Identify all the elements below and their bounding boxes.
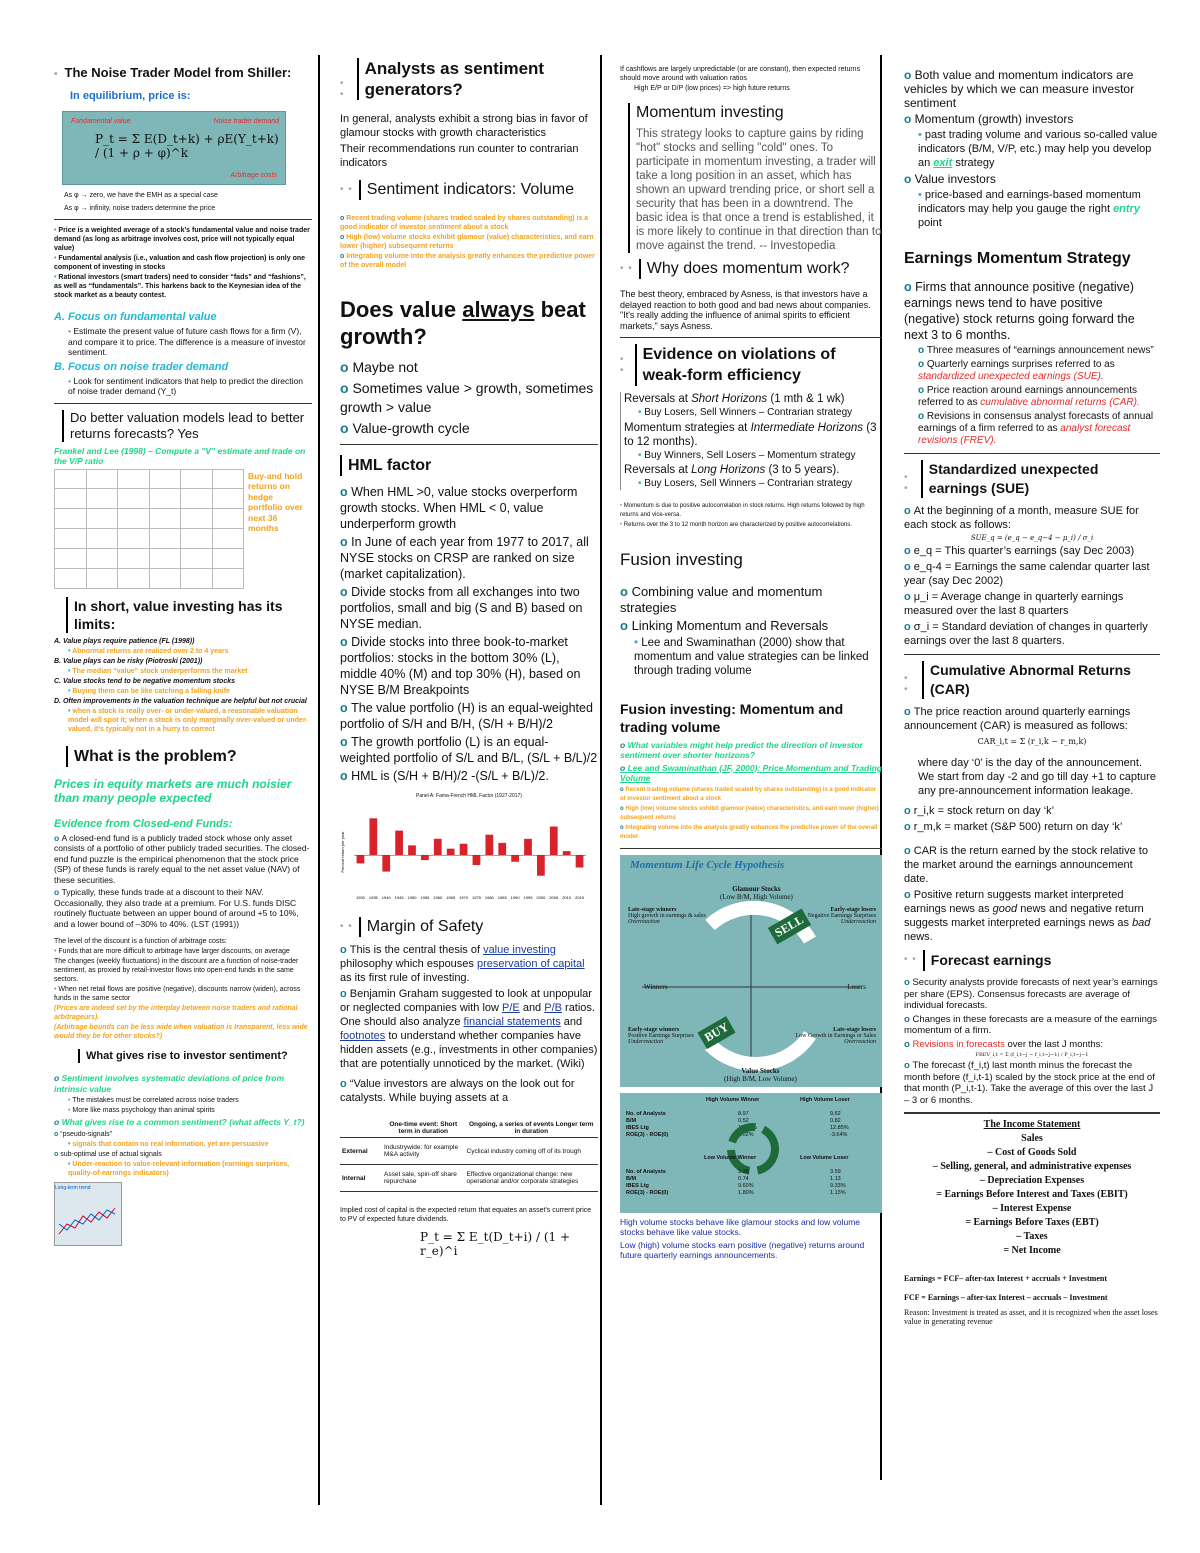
- vol-header: Low Volume Loser: [800, 1154, 849, 1161]
- hml-y-label: Percent return per year: [340, 831, 345, 873]
- momentum-title: Momentum investing: [636, 104, 784, 121]
- analysts-p1: In general, analysts exhibit a strong bias in favor of glamour stocks with growth characteristics: [340, 113, 588, 139]
- margin-p3: o “Value investors are always on the look out for catalysts. While buying assets at a: [340, 1077, 598, 1105]
- closed-end-item: o Typically, these funds trade at a discount to their NAV. Occasionally, they also trade at a premium. For U.S. funds DISC routinely fluctuate between an upper bound of around +5 to 10%, and a lower bound of –30% to 40%. (LST (1991)): [54, 887, 312, 929]
- limits-list: [54, 637, 312, 734]
- car-formula: CAR_i,t = Σ (r_i,k − r_m,k): [977, 737, 1087, 746]
- beat-item: o Maybe not: [340, 358, 598, 377]
- hml-title: HML factor: [340, 455, 598, 476]
- vol-lv-loser: 3.59 1.13 9.33% 1.13%: [830, 1168, 846, 1196]
- formula-label-arbitrage: Arbitrage costs: [230, 172, 277, 179]
- hml-bar: [357, 855, 365, 863]
- value-investors: o Value investors: [904, 172, 1160, 186]
- hml-item: o Divide stocks from all exchanges into two portfolios, small and big (S and B) based on NYSE median.: [340, 584, 598, 632]
- hml-bar: [498, 843, 506, 855]
- volume-item: o Integrating volume into the analysis greatly enhances the predictive power of the overall model: [340, 252, 598, 270]
- noise-bullet: • Rational investors (smart traders) need to consider “fads” and “fashions”, as well as “fundamentals”. This harkens back to the Keynesian idea of the stock market as a beauty contest.: [54, 273, 312, 300]
- level-bullet: • When net retail flows are positive (negative), discounts narrow (widen), across funds in the same sector: [54, 985, 312, 1003]
- hml-tick-label: 1980: [484, 895, 494, 900]
- car-title: Cumulative Abnormal Returns (CAR): [922, 661, 1160, 699]
- beat-item: o Sometimes value > growth, sometimes growth > value: [340, 379, 598, 417]
- hml-tick-label: 1955: [420, 895, 430, 900]
- limit-sub: • Abnormal returns are realized over 2 to 4 years: [54, 647, 312, 656]
- late-losers-label: Late-stage losers Low Growth in Earnings or Sales Overreaction: [795, 1026, 876, 1045]
- limits-title: In short, value investing has its limits:: [66, 597, 312, 633]
- limit-sub: • Buying them can be like catching a falling knife: [54, 687, 312, 696]
- hml-bar: [408, 845, 416, 855]
- sue-heading: • • Standardized unexpected earnings (SUE): [904, 460, 1160, 502]
- vol-header: High Volume Loser: [800, 1096, 850, 1103]
- column-4: [904, 66, 1160, 1513]
- income-line: = Earnings Before Taxes (EBT): [965, 1217, 1099, 1228]
- measure-frev: o Revisions in consensus analyst forecasts of annual earnings of a firm referred to as analyst forecast revisions (FREV).: [904, 411, 1160, 447]
- focus-a-text: • Estimate the present value of future cash flows for a firm (V), and compare it to price. The difference is a measure of investor sentiment.: [54, 326, 312, 358]
- income-line: = Net Income: [1003, 1245, 1061, 1256]
- momentum-investors-sub: • past trading volume and various so-called value indicators (B/M, V/P, etc.) may help you develop an exit strategy: [904, 128, 1160, 170]
- formula-box: [62, 111, 286, 185]
- sue-def: o e_q = This quarter’s earnings (say Dec 2003): [904, 544, 1160, 558]
- limit-sub: • when a stock is really over- or under-valued, a reasonable valuation model will spot it; when a stock is only marginally over-valued or under-valued, it’s typically not in a hurry to correct: [54, 707, 312, 734]
- hml-bar: [563, 851, 571, 855]
- equilibrium-label: In equilibrium, price is:: [70, 90, 191, 102]
- beat-item: o Value-growth cycle: [340, 419, 598, 438]
- hml-tick-label: 1985: [497, 895, 507, 900]
- limit-head: C. Value stocks tend to be negative momentum stocks: [54, 677, 236, 685]
- income-line: Sales: [1021, 1133, 1043, 1144]
- column-divider: [600, 55, 602, 1505]
- noise-bullet: • Price is a weighted average of a stock’s fundamental value and noise trader demand (as long as arbitrage involves cost, price will not typically equal value): [54, 226, 312, 253]
- sue-def: o e_q-4 = Earnings the same calendar quarter last year (say Dec 2002): [904, 560, 1160, 588]
- suboptimal-sub: • Under-reaction to value-relevant information (earnings surprises, quality-of-earnings indicators): [54, 1160, 312, 1178]
- table-side-note: Buy-and hold returns on hedge portfolio over next 36 months: [248, 470, 303, 533]
- value-stocks-label: Value Stocks (High B/M, Low Volume): [724, 1066, 797, 1083]
- top-text: If cashflows are largely unpredictable (or are constant), then expected returns should move around with valuation ratios: [620, 66, 861, 82]
- hml-bar: [537, 855, 545, 876]
- catalyst-cell: Industrywide: for example M&A activity: [382, 1138, 465, 1165]
- income-title: The Income Statement: [983, 1119, 1081, 1130]
- suboptimal: o sub-optimal use of actual signals: [54, 1150, 312, 1159]
- noise-trader-title: • The Noise Trader Model from Shiller:: [54, 65, 292, 80]
- margin-p1: o This is the central thesis of value investing philosophy which espouses preservation of capital as its first rule of investing.: [340, 943, 598, 985]
- hml-tick-label: 2010: [562, 895, 572, 900]
- sue-formula: SUE_q = (e_q − e_q−4 − μ_i) / σ_i: [970, 534, 1094, 542]
- volume-item: o Recent trading volume (shares traded scaled by shares outstanding) is a good indicator of investor sentiment about a stock: [340, 214, 598, 232]
- why-title: Why does momentum work?: [639, 259, 850, 279]
- margin-heading: • • Margin of Safety: [340, 918, 484, 935]
- hml-bar: [395, 831, 403, 856]
- forecast-heading: • • Forecast earnings: [904, 950, 1160, 975]
- momentum-block: [628, 103, 882, 253]
- hml-item: o The growth portfolio (L) is an equal-weighted portfolio of S/L and B/L, (S/L + B/L)/2: [340, 734, 598, 766]
- sentiment-sub: • More like mass psychology than animal spirits: [54, 1106, 312, 1115]
- losers-label: Losers: [847, 982, 866, 991]
- evidence-sub: • Buy Winners, Sell Losers – Momentum strategy: [624, 451, 882, 462]
- bottom-note-2: Low (high) volume stocks earn positive (negative) returns around future quarterly earnings announcements.: [620, 1239, 865, 1260]
- noise-bullet: • Fundamental analysis (i.e., valuation and cash flow projection) is only one component of investing in stocks: [54, 254, 312, 272]
- hml-tick-label: 2015: [575, 895, 585, 900]
- lifecycle-diagram: [620, 855, 882, 1087]
- catalyst-header: One-time event: Short term in duration: [389, 1121, 458, 1135]
- fusion2-item: o Recent trading volume (shares traded scaled by shares outstanding) is a good indicator of investor sentiment about a stock: [620, 786, 882, 804]
- forecast-item: o Security analysts provide forecasts of next year’s earnings per share (EPS). Consensus forecasts are average of individual forecasts.: [904, 977, 1160, 1012]
- margin-title: Margin of Safety: [359, 917, 484, 937]
- reason-text: Reason: Investment is treated as asset, and it is recognized when the asset loses value in generating revenue: [904, 1308, 1158, 1326]
- measure-sue: o Quarterly earnings surprises referred to as standardized unexpected earnings (SUE).: [904, 359, 1160, 383]
- catalyst-cell: Asset sale, spin-off share repurchase: [382, 1165, 465, 1192]
- evidence-item: Reversals at Long Horizons (3 to 5 years).: [624, 464, 840, 476]
- shiller-formula: P_t = Σ E(D_t+k) + ρE(Y_t+k) / (1 + ρ + φ)^k: [95, 132, 279, 160]
- vol-hv-winner: 8.97 0.52 12.71% 0.02%: [738, 1110, 757, 1138]
- catalyst-row-label: Internal: [340, 1165, 382, 1192]
- fusion-sub: • Lee and Swaminathan (2000) show that momentum and value strategies can be linked through trading volume: [620, 636, 882, 678]
- hml-tick-label: 2000: [536, 895, 546, 900]
- earnings-eq: Earnings = FCF– after-tax Interest + accruals + Investment: [904, 1274, 1107, 1283]
- buy-sign: BUY: [697, 1015, 735, 1048]
- level-line: The level of the discount is a function of arbitrage costs:: [54, 938, 227, 945]
- fusion2-item: o High (low) volume stocks exhibit glamour (value) characteristics, and earn lower (higher) subsequent returns: [620, 805, 882, 823]
- frankel-table: [54, 469, 244, 589]
- hml-tick-label: 1995: [523, 895, 533, 900]
- closed-end-item: o A closed-end fund is a publicly traded stock whose only asset consists of a portfolio of other publicly traded securities. The closed-end fund puzzle is the empirical phenomenon that the stock price (SP) of these funds is rarely equal to the net asset value (NAV) of these securities.: [54, 833, 312, 886]
- hml-tick-label: 1975: [471, 895, 481, 900]
- momentum-investors: o Momentum (growth) investors: [904, 112, 1160, 126]
- hml-tick-label: 1990: [510, 895, 520, 900]
- forecast-title: Forecast earnings: [923, 950, 1052, 971]
- phi-zero-text: As φ → zero, we have the EMH as a special case: [64, 192, 218, 199]
- forecast-revisions: o Revisions in forecasts over the last J months:: [904, 1039, 1160, 1051]
- hml-bar: [485, 835, 493, 856]
- hml-tick-label: 1970: [459, 895, 469, 900]
- sue-def: o μ_i = Average change in quarterly earnings measured over the last 8 quarters: [904, 590, 1160, 618]
- hml-bar-chart: [340, 802, 590, 902]
- hml-bar: [473, 855, 481, 865]
- limit-head: B. Value plays can be risky (Piotroski (2001)): [54, 657, 203, 665]
- pv-formula: P_t = Σ E_t(D_t+i) / (1 + r_e)^i: [420, 1230, 571, 1258]
- vol-lv-winner: 3.26 0.74 9.60% 1.80%: [738, 1168, 754, 1196]
- top-sub: High E/P or D/P (low prices) => high future returns: [634, 85, 790, 92]
- why-heading: • • Why does momentum work?: [620, 260, 850, 277]
- vol-row-labels: No. of Analysts B/M IBES Ltg ROE(3) - ROE(0): [626, 1110, 669, 1138]
- vol-hv-loser: 9.62 0.82 12.85% -3.64%: [830, 1110, 849, 1138]
- hml-tick-label: 1960: [433, 895, 443, 900]
- fusion-title: Fusion investing: [620, 549, 743, 569]
- formula-label-noise: Noise trader demand: [213, 118, 279, 125]
- hml-item: o The value portfolio (H) is an equal-weighted portfolio of S/H and B/H, (S/H + B/H)/2: [340, 700, 598, 732]
- closed-end-title: Evidence from Closed-end Funds:: [54, 817, 233, 830]
- fusion-item: o Combining value and momentum strategies: [620, 584, 882, 616]
- fusion2-ref: o Lee and Swaminathan (JF, 2000): Price Momentum and Trading Volume: [620, 763, 882, 784]
- hml-chart-title: Panel A: Fama-French HML Factor (1927-2017): [416, 793, 522, 799]
- early-losers-label: Early-stage losers Negative Earnings Surprises Underreaction: [807, 906, 876, 925]
- lifecycle-title: Momentum Life Cycle Hypothesis: [630, 858, 785, 871]
- frankel-lee-text: Frankel and Lee (1998) – Compute a "V" estimate and trade on the V/P ratio: [54, 445, 306, 466]
- footnotes-link[interactable]: footnotes: [340, 1030, 386, 1042]
- pb-link[interactable]: P/B: [544, 1002, 562, 1014]
- analysts-title: Analysts as sentiment generators?: [357, 58, 598, 100]
- small-chart: [54, 1182, 122, 1246]
- analysts-p2: Their recommendations run counter to contrarian indicators: [340, 143, 579, 169]
- ems-paragraph: o Firms that announce positive (negative) earnings news tend to have positive (negative) stock returns going forward the next 3 to 6 months.: [904, 279, 1160, 343]
- fusion2-question: o What variables might help predict the direction of investor sentiment over shorter horizons?: [620, 740, 882, 761]
- car-paragraph-3: o Positive return suggests market interpreted earnings news as good news and negative return suggests market interpreted earnings news as bad news.: [904, 888, 1160, 944]
- vehicles-text: o Both value and momentum indicators are vehicles by which we can measure investor sentiment: [904, 68, 1160, 110]
- income-line: – Taxes: [1016, 1231, 1048, 1242]
- focus-b-heading: B. Focus on noise trader demand: [54, 360, 229, 373]
- sue-paragraph: o At the beginning of a month, measure SUE for each stock as follows:: [904, 504, 1160, 532]
- car-heading: • • Cumulative Abnormal Returns (CAR): [904, 661, 1160, 703]
- catalyst-cell: Effective organizational change: new operational and/or corporate strategies: [465, 1165, 598, 1192]
- column-1: [54, 62, 312, 1513]
- value-investors-sub: • price-based and earnings-based momentum indicators may help you gauge the right entry point: [904, 188, 1160, 230]
- pe-link[interactable]: P/E: [502, 1002, 520, 1014]
- ems-title: Earnings Momentum Strategy: [904, 250, 1131, 267]
- hml-bar: [434, 839, 442, 855]
- glamour-label: Glamour Stocks (Low B/M, High Volume): [720, 884, 793, 901]
- hml-bar: [550, 827, 558, 856]
- late-winners-label: Late-stage winners High growth in earnings & sales Overreaction: [628, 906, 706, 925]
- frev-formula: FREV_i,t = Σ (f_i,t−j − f_i,t−j−1) / P_i,t−j−1: [975, 1052, 1089, 1058]
- volume-table: [620, 1093, 882, 1213]
- momentum-note: • Momentum is due to positive autocorrelation in stock returns. High returns followed by high returns and vice-versa.: [620, 502, 882, 520]
- car-paragraph: o The price reaction around quarterly earnings announcement (CAR) is measured as follows:: [904, 705, 1160, 733]
- hml-tick-label: 1950: [407, 895, 417, 900]
- evidence-item: Reversals at Short Horizons (1 mth & 1 wk): [624, 393, 845, 405]
- rise-title: What gives rise to investor sentiment?: [78, 1049, 312, 1063]
- hml-tick-label: 2005: [549, 895, 559, 900]
- hml-bar: [382, 855, 390, 871]
- hml-bar: [369, 818, 377, 855]
- focus-a-heading: A. Focus on fundamental value: [54, 311, 217, 323]
- income-line: – Selling, general, and administrative expenses: [932, 1161, 1132, 1172]
- hml-chart: [340, 792, 598, 907]
- formula-label-fundamental: Fundamental value: [71, 118, 131, 125]
- vol-row-labels: No. of Analysts B/M IBES Ltg ROE(3) - ROE(0): [626, 1168, 669, 1196]
- hml-bar: [511, 855, 519, 862]
- momentum-note: • Returns over the 3 to 12 month horizon are characterized by positive autocorrelations.: [620, 521, 882, 530]
- small-chart-lines: [55, 1194, 121, 1246]
- income-line: – Cost of Goods Sold: [987, 1147, 1077, 1158]
- column-3: [620, 64, 882, 1513]
- common-sentiment: o What gives rise to a common sentiment? (what affects Y_t?): [54, 1117, 312, 1128]
- income-line: = Earnings Before Interest and Taxes (EBIT): [936, 1189, 1128, 1200]
- hml-tick-label: 1940: [381, 895, 391, 900]
- car-where: where day ‘0’ is the day of the announcement. We start from day -2 and go till day +1 to capture any pre-announcement information leakage.: [918, 757, 1156, 797]
- fusion-item: o Linking Momentum and Reversals: [620, 618, 882, 634]
- fusion2-item: o Integrating volume into the analysis greatly enhances the predictive power of the overall model: [620, 824, 882, 842]
- hml-bar: [524, 839, 532, 855]
- winners-label: Winners: [644, 982, 668, 991]
- evidence-sub: • Buy Losers, Sell Winners – Contrarian strategy: [624, 408, 882, 419]
- value-beat-growth-title: Does value always beat growth?: [340, 297, 586, 349]
- value-investing-link[interactable]: value investing: [483, 944, 556, 956]
- car-def: o r_m,k = market (S&P 500) return on day ‘k’: [904, 820, 1160, 834]
- hml-item: o Divide stocks into three book-to-market portfolios: stocks in the bottom 30% (L), middle 40% (M) and top 30% (H), based on NYSE B/M Breakpoints: [340, 634, 598, 698]
- catalyst-header: Ongoing, a series of events Longer term in duration: [468, 1121, 594, 1135]
- car-paragraph-2: o CAR is the return earned by the stock relative to the market around the earnings announcement date.: [904, 844, 1160, 886]
- volume-heading: • • Sentiment indicators: Volume: [340, 181, 574, 198]
- fcf-eq: FCF = Earnings – after-tax Interest – accruals – Investment: [904, 1293, 1108, 1302]
- hml-item: o When HML >0, value stocks overperform growth stocks. When HML < 0, value underperform growth: [340, 484, 598, 532]
- momentum-text: This strategy looks to capture gains by riding "hot" stocks and selling "cold" ones. To participate in momentum investing, a trader will take a long position in an asset, which has shown an upward trending price, or short sell a security that has been in a downtrend. The basic idea is that once a trend is established, it is more likely to continue in that direction than to move against the trend. -- Investopedia: [636, 128, 882, 252]
- orange-note: (Arbitrage bounds can be less wide when valuation is transparent, less wide would they be for other stocks?): [54, 1024, 308, 1040]
- evidence-list: [620, 392, 882, 490]
- limit-head: D. Often improvements in the valuation technique are helpful but not crucial: [54, 697, 307, 705]
- frankel-table-block: [54, 469, 312, 589]
- bottom-note-1: High volume stocks behave like glamour stocks and low volume stocks behave like value stocks.: [620, 1216, 861, 1237]
- sentiment-deviation: o Sentiment involves systematic deviations of price from intrinsic value: [54, 1073, 312, 1094]
- evidence-sub: • Buy Losers, Sell Winners – Contrarian strategy: [624, 479, 882, 490]
- limit-sub: • The median “value” stock underperforms the market: [54, 667, 312, 676]
- column-2: [340, 58, 598, 1513]
- financial-statements-link[interactable]: financial statements: [463, 1016, 561, 1028]
- evidence-heading: • • Evidence on violations of weak-form efficiency: [620, 344, 882, 390]
- hml-bar: [421, 855, 429, 860]
- hml-bar: [460, 844, 468, 855]
- sell-sign: SELL: [768, 908, 811, 944]
- pseudo-sub: • signals that contain no real information, yet are persuasive: [54, 1140, 312, 1149]
- evidence-item: Momentum strategies at Intermediate Horizons (3 to 12 months).: [624, 421, 877, 448]
- fusion2-title: Fusion investing: Momentum and trading volume: [620, 700, 844, 735]
- hml-list: [340, 484, 598, 784]
- income-statement: [904, 1118, 1160, 1258]
- column-divider: [318, 55, 320, 1505]
- hml-tick-label: 1945: [394, 895, 404, 900]
- limit-head: A. Value plays require patience (FL (1998)): [54, 637, 195, 645]
- measure-car: o Price reaction around earnings announcements referred to as cumulative abnormal returns (CAR).: [904, 385, 1160, 409]
- hml-tick-label: 1965: [446, 895, 456, 900]
- vol-header: High Volume Winner: [706, 1096, 760, 1103]
- prices-noisier: Prices in equity markets are much noisier than many people expected: [54, 776, 292, 805]
- preservation-capital-link[interactable]: preservation of capital: [476, 958, 585, 970]
- hml-tick-label: 1930: [355, 895, 365, 900]
- why-text: The best theory, embraced by Asness, is that investors have a delayed reaction to both good and bad news about companies. "It's really adding the influence of animal spirits to efficient markets," says Asness.: [620, 289, 871, 331]
- hml-item: o In June of each year from 1977 to 2017, all NYSE stocks on CRSP are ranked on size (market capitalization).: [340, 534, 598, 582]
- volume-title: Sentiment indicators: Volume: [359, 180, 574, 200]
- small-chart-caption: Long-term trend: [55, 1184, 91, 1191]
- catalyst-cell: Cyclical industry coming off of its trough: [465, 1138, 598, 1165]
- income-line: – Interest Expense: [992, 1203, 1072, 1214]
- analysts-heading: • • Analysts as sentiment generators?: [340, 58, 598, 104]
- level-bullet: The changes (weekly fluctuations) in the discount are a function of noise-trader sentiment, as proxied by retail-investor flows into open-end funds in the same sectors.: [54, 958, 299, 983]
- hml-item: o HML is (S/H + B/H)/2 -(S/L + B/L)/2.: [340, 768, 598, 784]
- phi-infinity-text: As φ → infinity, noise traders determine the price: [64, 205, 216, 212]
- hml-bar: [576, 855, 584, 867]
- problem-title: What is the problem?: [66, 746, 312, 767]
- vol-header: Low Volume Winner: [704, 1154, 757, 1161]
- hml-bar: [447, 849, 455, 856]
- pseudo-signals: o “pseudo-signals”: [54, 1130, 312, 1139]
- forecast-item: o The forecast (f_i,t) last month minus the forecast the month before (f_i,t-1) scaled by the stock price at the end of that month (P_i,t-1). Take the average of this over the last J – 3 or 6 months.: [904, 1060, 1160, 1106]
- forecast-item: o Changes in these forecasts are a measure of the earnings momentum of a firm.: [904, 1014, 1160, 1037]
- sue-def: o σ_i = Standard deviation of changes in quarterly earnings over the last 8 quarters.: [904, 620, 1160, 648]
- hml-tick-label: 1935: [368, 895, 378, 900]
- income-line: – Depreciation Expenses: [979, 1175, 1085, 1186]
- car-def: o r_i,k = stock return on day ‘k’: [904, 804, 1160, 818]
- sentiment-sub: • The mistakes must be correlated across noise traders: [54, 1096, 312, 1105]
- early-winners-label: Early-stage winners Positive Earnings Surprises Underreaction: [628, 1026, 694, 1045]
- three-measures: o Three measures of “earnings announcement news”: [904, 345, 1160, 357]
- evidence-title: Evidence on violations of weak-form efficiency: [635, 344, 882, 386]
- orange-note: (Prices are indeed set by the interplay between noise traders and rational arbitrageurs).: [54, 1005, 298, 1021]
- level-bullet: • Funds that are more difficult to arbitrage have larger discounts, on average: [54, 947, 312, 956]
- sue-title: Standardized unexpected earnings (SUE): [921, 460, 1160, 498]
- catalyst-table: [340, 1119, 598, 1192]
- catalyst-row-label: External: [340, 1138, 382, 1165]
- implied-coc: Implied cost of capital is the expected return that equates an asset's current price to PV of expected future dividends.: [340, 1207, 592, 1223]
- focus-b-text: • Look for sentiment indicators that help to predict the direction of noise trader demand (Y_t): [54, 376, 312, 397]
- margin-p2: o Benjamin Graham suggested to look at unpopular or neglected companies with low P/E and P/B ratios. One should also analyze financial statements and footnotes to understand whether companies have hidden assets (e.g., investments in other companies) that are potentially unnoticed by the market. (Wiki): [340, 987, 598, 1071]
- better-models-title: Do better valuation models lead to better returns forecasts? Yes: [62, 410, 312, 442]
- volume-item: o High (low) volume stocks exhibit glamour (value) characteristics, and earn lower (higher) subsequent returns: [340, 233, 598, 251]
